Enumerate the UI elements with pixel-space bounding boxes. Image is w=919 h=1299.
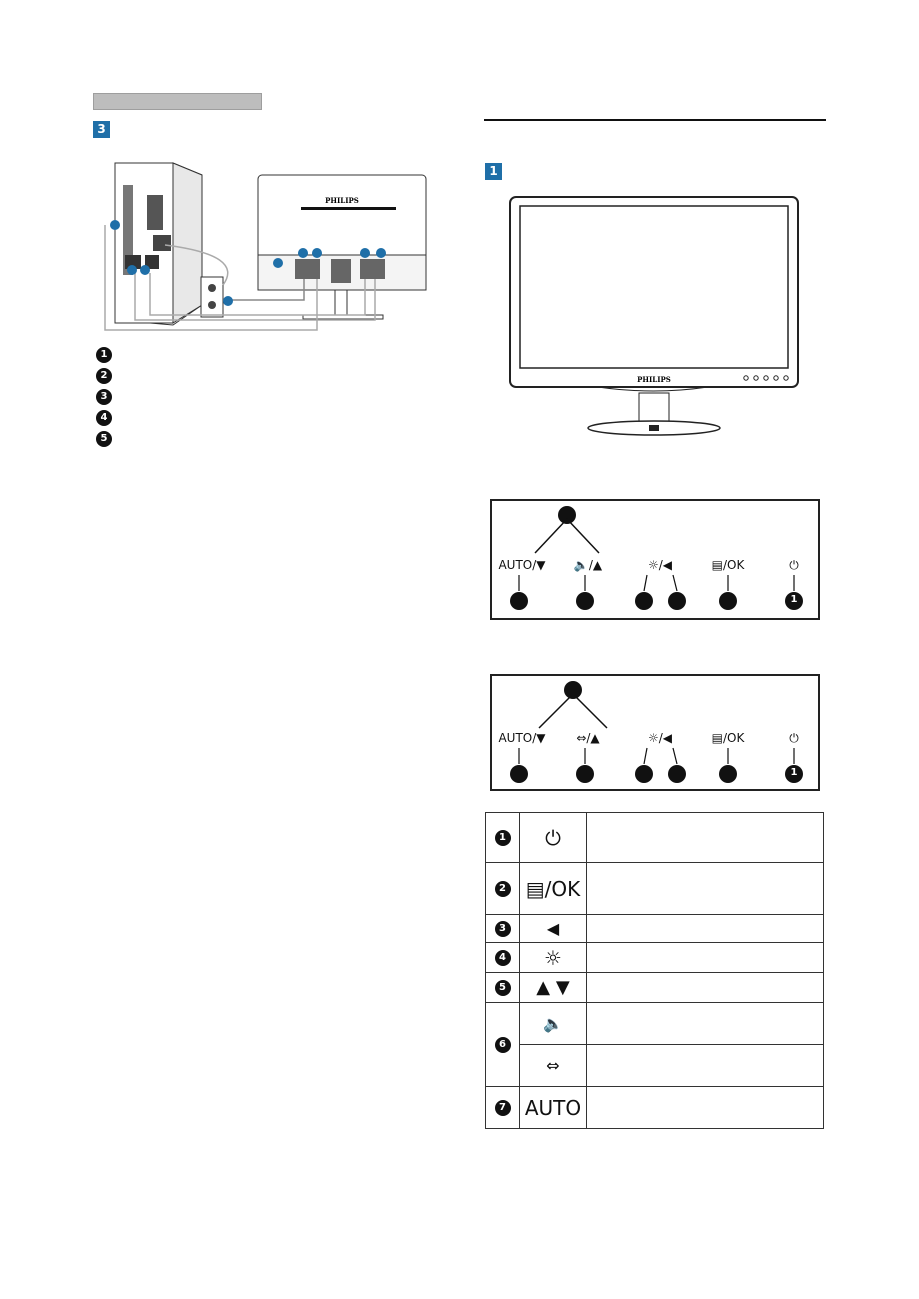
- aspect-up-button[interactable]: ⇔/▲: [576, 731, 600, 745]
- control-panel-b: [490, 674, 820, 791]
- auto-icon: AUTO: [520, 1087, 587, 1129]
- control-panel-a: [490, 499, 820, 620]
- menu-ok-button[interactable]: ▤/OK: [711, 558, 745, 572]
- row-description: [587, 1003, 824, 1045]
- left-arrow-icon: ◀: [520, 915, 587, 943]
- step-badge-3: 3: [93, 121, 110, 138]
- legend-number: 1: [96, 347, 112, 363]
- diagram-brand-text: PHILIPS: [325, 196, 359, 205]
- volume-icon: 🔈: [520, 1003, 587, 1045]
- row-description: [587, 973, 824, 1003]
- brightness-left-button[interactable]: ☼/◀: [647, 558, 673, 572]
- row-number: 7: [495, 1100, 511, 1116]
- power-button[interactable]: ⏻: [789, 731, 799, 745]
- table-row: [486, 863, 824, 915]
- power-button[interactable]: ⏻: [789, 558, 799, 572]
- menu-ok-button[interactable]: ▤/OK: [711, 731, 745, 745]
- volume-up-button[interactable]: 🔈/▲: [573, 558, 603, 572]
- row-number: 1: [495, 830, 511, 846]
- row-number: 3: [495, 921, 511, 937]
- power-icon: ⏻: [520, 813, 587, 863]
- section-rule: [484, 119, 826, 121]
- brightness-icon: ☼: [520, 943, 587, 973]
- row-number: 4: [495, 950, 511, 966]
- row-description: [587, 943, 824, 973]
- monitor-front-illustration: [508, 195, 800, 445]
- table-row: [486, 915, 824, 943]
- section-header-bar: [93, 93, 262, 110]
- table-row: [486, 813, 824, 863]
- table-row: [486, 1045, 824, 1087]
- power-callout-number: 1: [790, 767, 798, 778]
- row-number: 2: [495, 881, 511, 897]
- row-number: 5: [495, 980, 511, 996]
- row-description: [587, 863, 824, 915]
- legend-number: 4: [96, 410, 112, 426]
- step-badge-1: 1: [485, 163, 502, 180]
- legend-number: 3: [96, 389, 112, 405]
- legend-number-list: [96, 346, 112, 451]
- legend-number: 5: [96, 431, 112, 447]
- table-row: [486, 1087, 824, 1129]
- row-description: [587, 813, 824, 863]
- row-number: 6: [495, 1037, 511, 1053]
- table-row: [486, 1003, 824, 1045]
- row-description: [587, 915, 824, 943]
- table-row: [486, 943, 824, 973]
- row-description: [587, 1045, 824, 1087]
- controls-table: [485, 812, 824, 1129]
- legend-number: 2: [96, 368, 112, 384]
- auto-down-button[interactable]: AUTO/▼: [498, 558, 546, 572]
- brightness-left-button[interactable]: ☼/◀: [647, 731, 673, 745]
- menu-ok-icon: ▤/OK: [520, 863, 587, 915]
- auto-down-button[interactable]: AUTO/▼: [498, 731, 546, 745]
- up-down-icon: ▲ ▼: [520, 973, 587, 1003]
- monitor-brand-text: PHILIPS: [637, 375, 671, 384]
- connection-diagram: [95, 155, 440, 345]
- aspect-icon: ⇔: [520, 1045, 587, 1087]
- row-description: [587, 1087, 824, 1129]
- table-row: [486, 973, 824, 1003]
- power-callout-number: 1: [790, 594, 798, 605]
